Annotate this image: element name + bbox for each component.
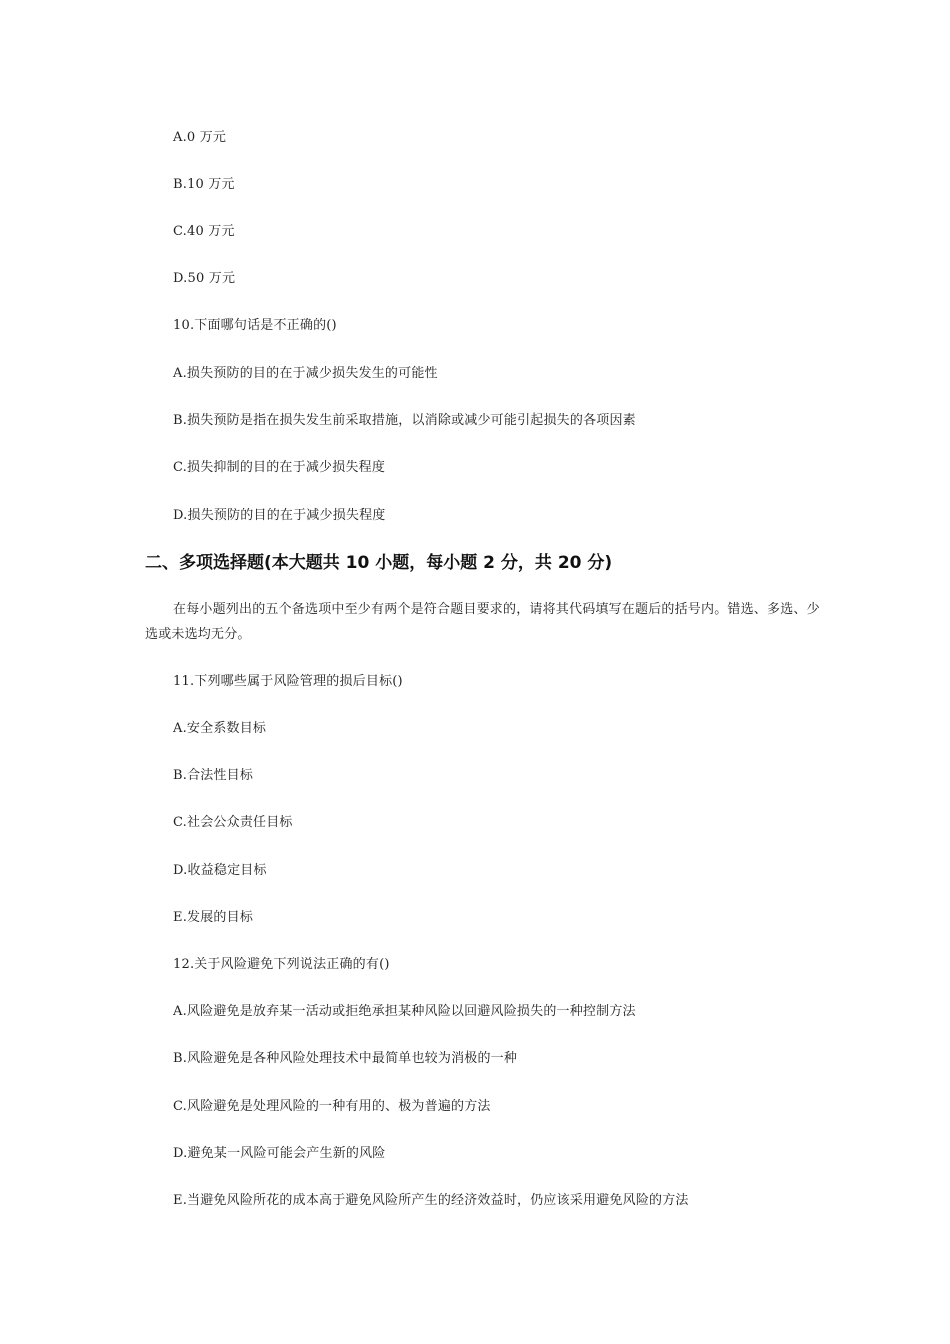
q12-option-c: C.风险避免是处理风险的一种有用的、极为普遍的方法 [173,1099,491,1114]
q12-option-a: A.风险避免是放弃某一活动或拒绝承担某种风险以回避风险损失的一种控制方法 [173,1004,636,1019]
q10-option-c: C.损失抑制的目的在于减少损失程度 [173,460,386,475]
q12-option-b: B.风险避免是各种风险处理技术中最简单也较为消极的一种 [173,1051,518,1066]
q11-option-c: C.社会公众责任目标 [173,815,293,830]
section-instructions: 在每小题列出的五个备选项中至少有两个是符合题目要求的，请将其代码填写在题后的括号内。错选、多选、少选或未选均无分。 [145,602,820,642]
q9-option-d: D.50 万元 [173,271,236,286]
q10-option-d: D.损失预防的目的在于减少损失程度 [173,508,386,523]
q11-option-e: E.发展的目标 [173,910,254,925]
q11-option-a: A.安全系数目标 [173,721,267,736]
q9-option-c: C.40 万元 [173,224,235,239]
q10-stem: 10.下面哪句话是不正确的() [173,318,337,333]
q12-option-e: E.当避免风险所花的成本高于避免风险所产生的经济效益时，仍应该采用避免风险的方法 [173,1193,689,1208]
q12-stem: 12.关于风险避免下列说法正确的有() [173,957,390,972]
q11-option-b: B.合法性目标 [173,768,254,783]
q10-option-a: A.损失预防的目的在于减少损失发生的可能性 [173,366,438,381]
q10-option-b: B.损失预防是指在损失发生前采取措施，以消除或减少可能引起损失的各项因素 [173,413,636,428]
q12-option-d: D.避免某一风险可能会产生新的风险 [173,1146,386,1161]
q9-option-a: A.0 万元 [173,130,227,145]
q11-stem: 11.下列哪些属于风险管理的损后目标() [173,674,403,689]
q9-option-b: B.10 万元 [173,177,235,192]
section-heading: 二、多项选择题(本大题共 10 小题，每小题 2 分，共 20 分) [145,553,613,573]
q11-option-d: D.收益稳定目标 [173,863,267,878]
